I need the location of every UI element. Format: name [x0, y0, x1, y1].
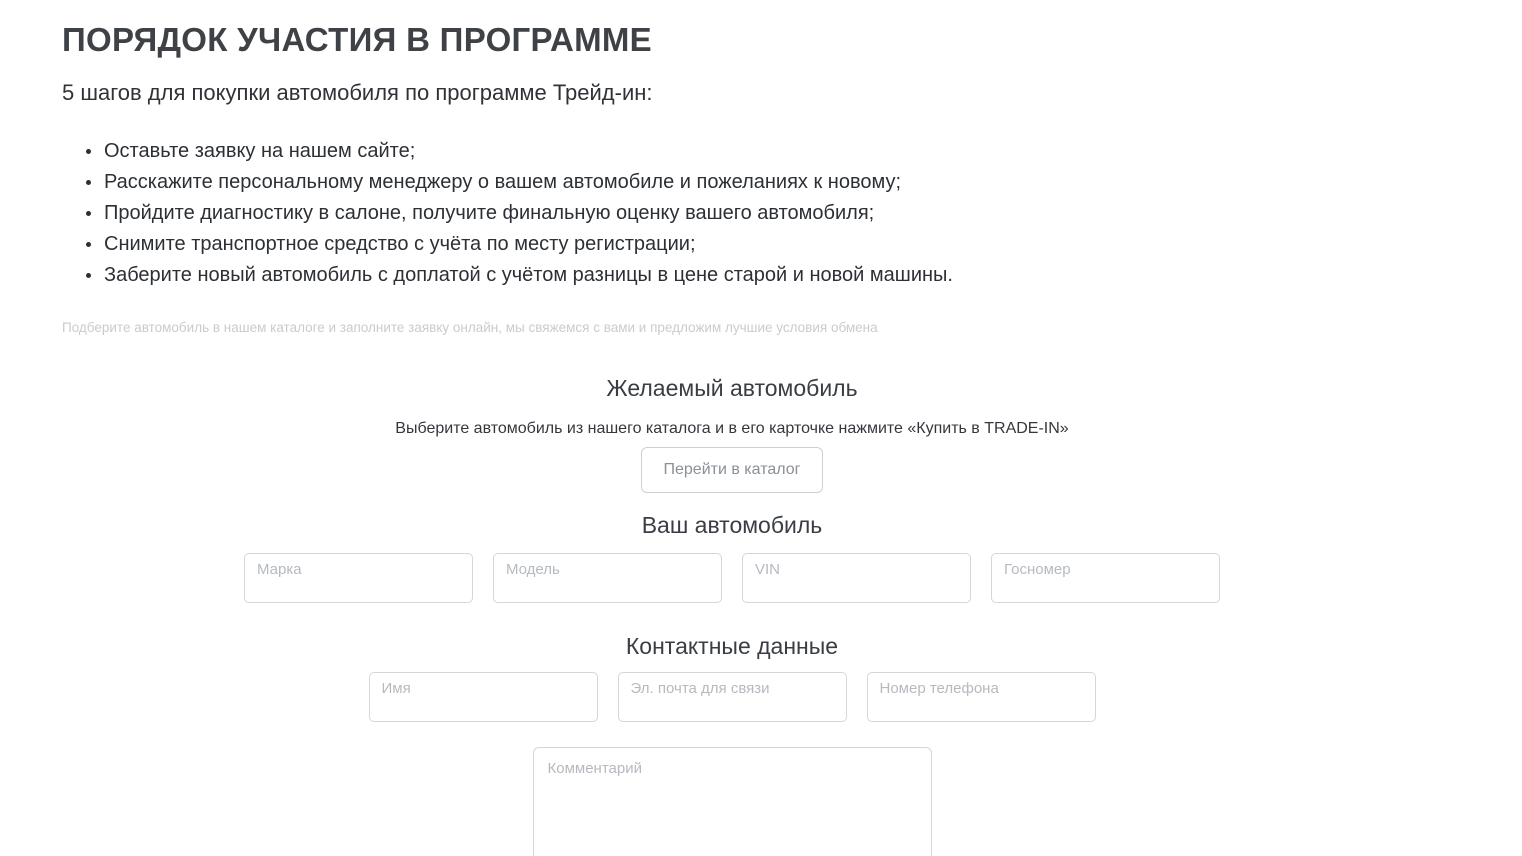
email-input[interactable]: [618, 672, 847, 722]
step-item-3: Пройдите диагностику в салоне, получите финальную оценку вашего автомобиля;: [84, 198, 1522, 229]
phone-input[interactable]: [867, 672, 1096, 722]
your-car-heading: Ваш автомобиль: [641, 512, 823, 538]
vin-input[interactable]: [742, 553, 971, 603]
catalog-note: Подберите автомобиль в нашем каталоге и заполните заявку онлайн, мы свяжемся с вами и предложим лучшие условия обмена: [62, 320, 878, 335]
steps-list: [84, 136, 1522, 291]
desired-car-heading: Желаемый автомобиль: [606, 375, 858, 401]
contacts-heading: Контактные данные: [625, 633, 839, 659]
page-title: ПОРЯДОК УЧАСТИЯ В ПРОГРАММЕ: [62, 21, 652, 58]
trade-in-intro-section: [62, 22, 1522, 336]
comment-textarea[interactable]: [533, 747, 932, 856]
model-input[interactable]: [493, 553, 722, 603]
brand-input[interactable]: [244, 553, 473, 603]
plate-number-input[interactable]: [991, 553, 1220, 603]
step-item-2: Расскажите персональному менеджеру о вашем автомобиле и пожеланиях к новому;: [84, 167, 1522, 198]
trade-in-form: [0, 374, 1464, 856]
contacts-fields-row: [0, 672, 1464, 722]
comment-row: [0, 722, 1464, 856]
name-input[interactable]: [369, 672, 598, 722]
your-car-fields-row: [0, 553, 1464, 603]
desired-car-description: Выберите автомобиль из нашего каталога и в его карточке нажмите «Купить в TRADE-IN»: [395, 420, 1069, 437]
step-item-5: Заберите новый автомобиль с доплатой с учётом разницы в цене старой и новой машины.: [84, 260, 1522, 291]
step-item-4: Снимите транспортное средство с учёта по месту регистрации;: [84, 229, 1522, 260]
go-to-catalog-button[interactable]: Перейти в каталог: [641, 447, 823, 493]
steps-subtitle: 5 шагов для покупки автомобиля по программе Трейд-ин:: [62, 80, 653, 105]
step-item-1: Оставьте заявку на нашем сайте;: [84, 136, 1522, 167]
